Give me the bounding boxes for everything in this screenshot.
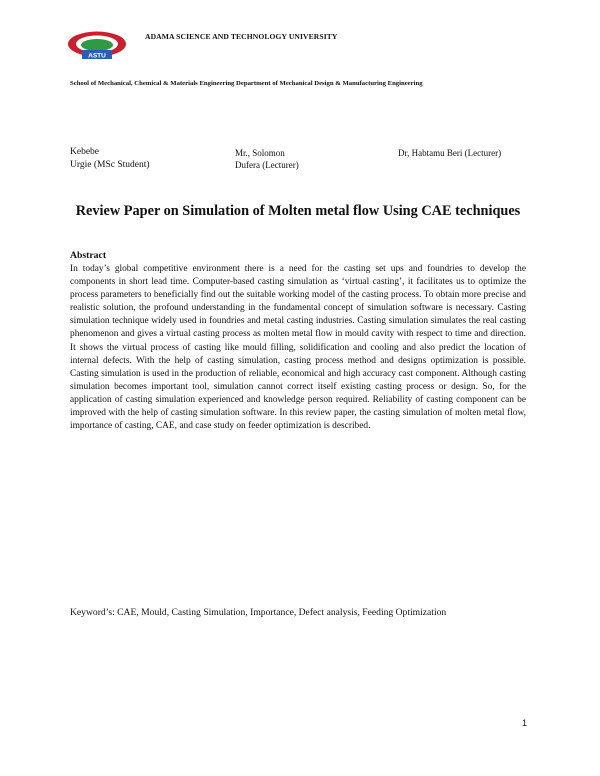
author-1-line1: Kebebe [70,147,100,157]
university-logo [66,30,128,62]
author-2-line2: Dufera (Lecturer) [235,160,299,170]
author-2-line1: Mr., Solomon [235,148,285,158]
university-name: ADAMA SCIENCE AND TECHNOLOGY UNIVERSITY [145,32,338,41]
author-1-line2: Urgie (MSc Student) [70,160,150,170]
logo-text: ASTU [88,52,106,60]
page-number: 1 [522,718,528,728]
keywords: Keyword’s: CAE, Mould, Casting Simulation, Importance, Defect analysis, Feeding Optimization [70,607,447,618]
author-1 [70,146,150,172]
abstract-heading: Abstract [70,250,107,261]
school-department: School of Mechanical, Chemical & Materials Engineering Department of Mechanical Design & Manufacturing Engineering [70,80,423,87]
author-2 [235,147,299,171]
abstract-body: In today’s global competitive environment there is a need for the casting set ups and foundries to develop the components in short lead time. Computer-based casting simulation as ‘virtual casting’, it facilitates us to optimize the process parameters to beneficially find out the suitable working model of the casting process. To obtain more precise and realistic solution, the profound understanding in the fundamental concept of simulation software is necessary. Casting simulation technique widely used in foundries and metal casting industries. Casting simulation simulates the real casting phenomenon and gives a virtual casting process as molten metal flow in mould cavity with respect to time and direction. It shows the virtual process of casting like mould filling, solidification and cooling and also predict the location of internal defects. With the help of casting simulation, casting process method and designs optimization is possible. Casting simulation is used in the production of reliable, economical and high accuracy cast component. Although casting simulation becomes important tool, simulation cannot correct itself existing casting process or design. So, for the application of casting simulation experienced and knowledge person required. Reliability of casting component can be improved with the help of casting simulation software. In this review paper, the casting simulation of molten metal flow, importance of casting, CAE, and case study on feeder optimization is described. [70,264,526,432]
paper-title: Review Paper on Simulation of Molten metal flow Using CAE techniques [75,203,521,219]
author-3-line1: Dr, Habtamu Beri (Lecturer) [398,148,502,158]
author-3 [398,147,501,160]
